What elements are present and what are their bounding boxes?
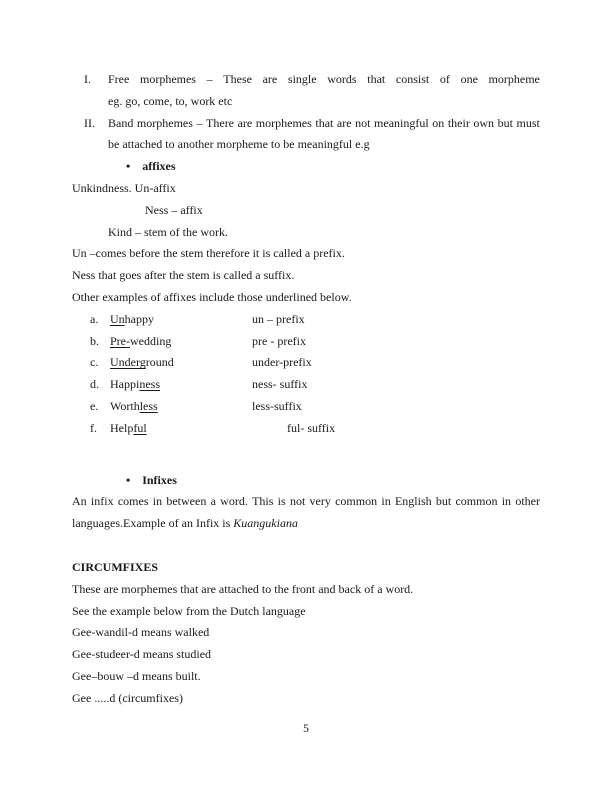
example-label: under-prefix [252,355,312,370]
word-pre: Help [110,420,134,435]
bullet-icon: • [126,159,131,174]
bullet-icon: • [126,472,131,487]
affix-example-row [72,396,540,418]
infix-paragraph-line [72,513,540,535]
affix-example-row [72,374,540,396]
example-word [110,331,252,353]
word-underlined: ful [133,420,147,435]
page-number: 5 [303,723,309,735]
roman-body [108,113,540,157]
example-label: un – prefix [252,311,305,326]
circumfix-line: Gee-wandil-d means walked [72,625,210,640]
list-letter: a. [90,311,99,326]
list-letter: e. [90,398,99,413]
word-pre: Happi [110,377,140,392]
word-post: happy [124,311,154,326]
circumfix-line: Gee-studeer-d means studied [72,647,212,662]
paragraph-line: eg. go, come, to, work etc [108,93,233,108]
affix-note-other-examples: Other examples of affixes include those underlined below. [72,289,352,304]
word-underlined: Pre- [110,333,130,348]
affix-note-unkindness: Unkindness. Un-affix [72,180,176,195]
affix-example-row [72,352,540,374]
paragraph-line: be attached to another morpheme to be meaningful e.g [108,137,370,152]
affix-example-row [72,309,540,331]
content-area [72,69,540,710]
example-word [110,418,252,440]
paragraph-line-justified: Band morphemes – There are morphemes that are not meaningful on their own but must [108,115,540,130]
word-underlined: less [139,398,158,413]
example-word [110,309,252,331]
word-pre: Worth [110,398,140,413]
infix-line-plain: languages.Example of an Infix is [72,516,234,531]
circumfix-line: These are morphemes that are attached to the front and back of a word. [72,581,414,596]
infixes-heading-row [72,470,540,492]
word-underlined: Underg [110,355,146,370]
affix-example-row [72,418,540,440]
list-letter: b. [90,333,99,348]
infix-paragraph-line-justified: An infix comes in between a word. This is not very common in English but common in other [72,494,540,509]
example-label: ness- suffix [252,377,308,392]
example-word [110,396,252,418]
circumfix-line: Gee–bouw –d means built. [72,668,201,683]
affix-note-prefix-rule: Un –comes before the stem therefore it is called a prefix. [72,246,345,261]
infix-example-word-italic: Kuangukiana [233,516,298,531]
roman-numeral: I. [84,72,91,86]
infixes-heading: Infixes [142,472,177,487]
list-letter: d. [90,377,99,392]
roman-numeral: II. [84,115,95,130]
example-word [110,374,252,396]
affixes-heading-row [72,156,540,178]
affixes-heading: affixes [142,159,176,174]
vertical-spacer [72,440,540,470]
roman-item-band-morphemes [72,113,540,157]
vertical-spacer [72,535,540,557]
word-underlined: Un [110,311,125,326]
affix-example-row [72,331,540,353]
word-underlined: ness [139,377,160,392]
roman-body [108,69,540,113]
circumfix-line: See the example below from the Dutch language [72,603,306,618]
example-word [110,352,252,374]
paragraph-line-justified: Free morphemes – These are single words that consist of one morpheme [108,72,540,86]
example-label: less-suffix [252,398,302,413]
affix-note-suffix-rule: Ness that goes after the stem is called a suffix. [72,268,295,283]
affix-note-kind: Kind – stem of the work. [108,224,228,239]
affix-note-ness: Ness – affix [145,202,203,217]
circumfixes-heading: CIRCUMFIXES [72,559,159,574]
example-label: pre - prefix [252,333,306,348]
word-post: wedding [130,333,172,348]
list-letter: c. [90,355,99,370]
circumfix-line: Gee .....d (circumfixes) [72,690,183,705]
roman-item-free-morphemes [72,69,540,113]
word-post: round [145,355,174,370]
list-letter: f. [90,420,97,435]
example-label: ful- suffix [287,420,336,435]
